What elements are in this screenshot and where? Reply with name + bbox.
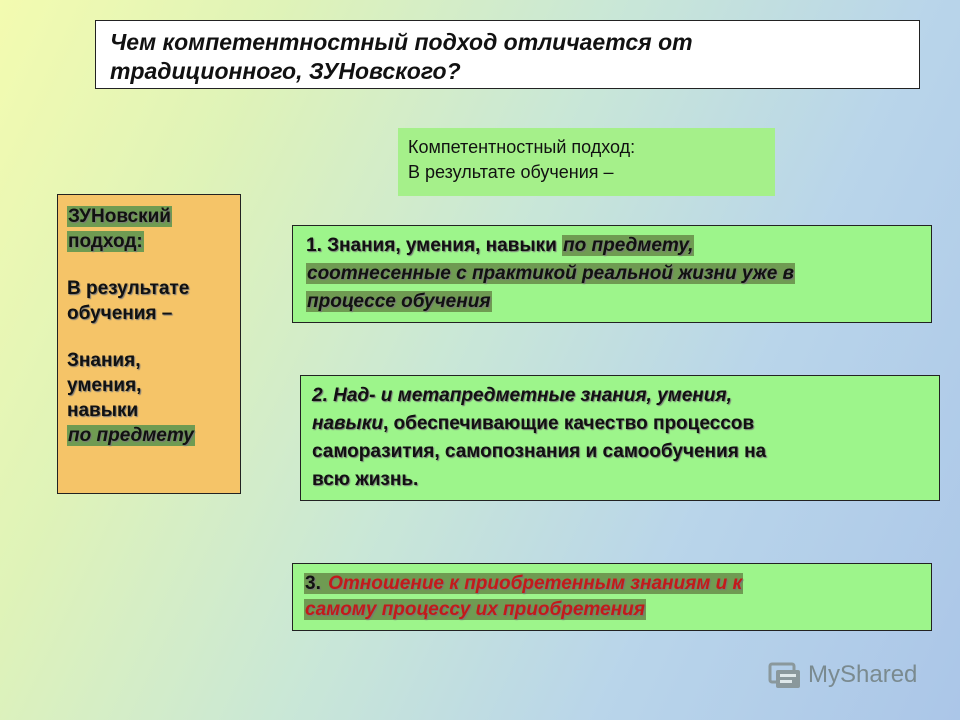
zun-title-line-2: подход: (68, 231, 143, 252)
zun-line-7: навыки (67, 400, 139, 421)
point-1-box (292, 225, 932, 323)
point-3-number: 3. (305, 573, 321, 594)
myshared-logo-icon (768, 658, 802, 692)
competence-line-1: Компетентностный подход: (408, 137, 636, 157)
point-1-italic-1: по предмету, (563, 235, 694, 256)
point-2-line-3: саморазития, самопознания и самообучения на (312, 441, 767, 462)
zun-line-5: Знания, (67, 350, 141, 371)
watermark-text: MyShared (808, 661, 918, 688)
point-1-prefix: 1. Знания, умения, навыки (306, 235, 563, 256)
competence-line-2: В результате обучения – (408, 162, 614, 182)
zun-line-6: умения, (67, 375, 142, 396)
point-3-line-2: самому процессу их приобретения (305, 599, 645, 620)
myshared-watermark (768, 656, 917, 694)
point-2-italic-b: навыки (312, 413, 383, 434)
point-1-italic-2: соотнесенные с практикой реальной жизни уже в (307, 263, 795, 284)
question-line-1: Чем компетентностный подход отличается от (110, 29, 693, 55)
question-box (95, 20, 920, 89)
point-2-line-4: всю жизнь. (312, 469, 419, 490)
point-3-red-1: Отношение к приобретенным знаниям и к (322, 573, 743, 594)
zun-line-8: по предмету (68, 425, 194, 446)
zun-line-3: В результате (67, 278, 190, 299)
question-line-2: традиционного, ЗУНовского? (110, 58, 461, 84)
competence-approach-box (398, 128, 775, 196)
point-3-box (292, 563, 932, 631)
zun-approach-box (57, 194, 241, 494)
point-2-box (300, 375, 940, 501)
point-1-italic-3: процессе обучения (307, 291, 491, 312)
zun-line-4: обучения – (67, 303, 173, 324)
point-2-rest-1: , обеспечивающие качество процессов (382, 413, 755, 434)
zun-title-line-1: ЗУНовский (68, 206, 171, 227)
point-2-italic: 2. Над- и метапредметные знания, умения, (312, 385, 732, 406)
